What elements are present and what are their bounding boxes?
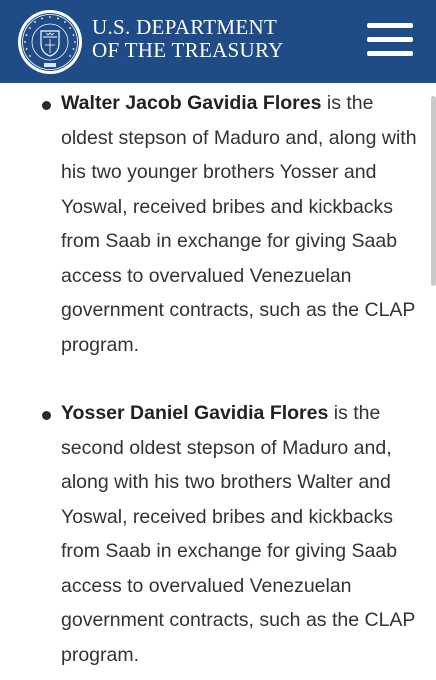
site-header: [0, 0, 436, 83]
person-description: is the second oldest stepson of Maduro and, along with his two brothers Walter and Yoswal, received bribes and kickbacks from Saab in exchange for giving Saab access to overvalued Venezuelan government contracts, such as the CLAP program.: [61, 402, 416, 666]
person-description: is the oldest stepson of Maduro and, along with his two younger brothers Yosser and Yoswal, received bribes and kickbacks from Saab in exchange for giving Saab access to overvalued Venezuelan government contracts, such as the CLAP program.: [61, 92, 417, 356]
list-item-text: [61, 396, 421, 672]
site-brand[interactable]: [92, 16, 284, 62]
hamburger-menu-icon[interactable]: [367, 23, 413, 57]
person-name: Yosser Daniel Gavidia Flores: [61, 402, 329, 424]
bullet-icon: [42, 101, 51, 110]
bullet-icon: [42, 411, 51, 420]
person-name: Walter Jacob Gavidia Flores: [61, 92, 322, 114]
brand-line-2: OF THE TREASURY: [92, 38, 284, 62]
main-content: [0, 83, 436, 680]
brand-line-1: U.S. DEPARTMENT: [92, 15, 278, 39]
scrollbar-thumb[interactable]: [431, 96, 436, 286]
list-item-text: [61, 86, 421, 362]
treasury-seal-logo[interactable]: [17, 9, 83, 75]
